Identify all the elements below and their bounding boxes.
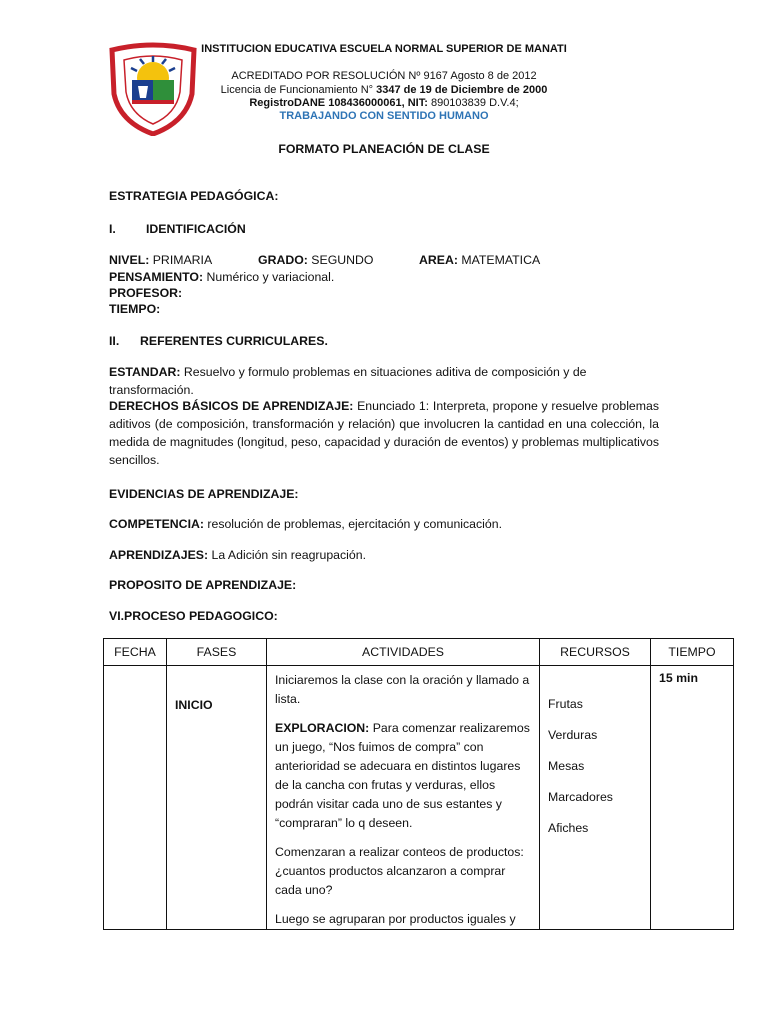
dba-block: DERECHOS BÁSICOS DE APRENDIZAJE: Enunciado 1: Interpreta, propone y resuelve problemas aditivos (de composición, transformación y relación) que involucren la cantidad en una colección, la medida de magnitudes (longitud, peso, capacidad y duración de eventos) y problemas multiplicativos sencillos. — [109, 399, 659, 467]
proposito-label: PROPOSITO DE APRENDIZAJE: — [109, 578, 297, 592]
accreditation-line: ACREDITADO POR RESOLUCIÓN Nº 9167 Agosto 8 de 2012 — [231, 70, 537, 82]
competencia-row: COMPETENCIA: resolución de problemas, ejercitación y comunicación. — [109, 517, 502, 531]
fase-label: INICIO — [175, 698, 213, 712]
header-fases: FASES — [167, 639, 267, 666]
tiempo-label: TIEMPO: — [109, 302, 161, 316]
license-line: Licencia de Funcionamiento N° 3347 de 19 de Diciembre de 2000 — [220, 84, 548, 96]
recurso-item: Mesas — [548, 759, 585, 773]
strategy-label: ESTRATEGIA PEDAGÓGICA: — [109, 189, 279, 203]
pensamiento-row: PENSAMIENTO: Numérico y variacional. — [109, 270, 335, 284]
tiempo-value: 15 min — [659, 671, 698, 685]
header-actividades: ACTIVIDADES — [267, 639, 540, 666]
motto: TRABAJANDO CON SENTIDO HUMANO — [279, 110, 489, 122]
dane-line: RegistroDANE 108436000061, NIT: 890103839 D.V.4; — [249, 97, 519, 109]
page-title: FORMATO PLANEACIÓN DE CLASE — [278, 142, 490, 156]
actividades-cell — [267, 666, 540, 930]
proceso-label: VI.PROCESO PEDAGOGICO: — [109, 609, 278, 623]
estandar-block: ESTANDAR: Resuelvo y formulo problemas en situaciones aditiva de composición y de transformación. — [109, 365, 587, 397]
header-tiempo: TIEMPO — [651, 639, 734, 666]
recurso-item: Verduras — [548, 728, 598, 742]
activity-paragraph: Luego se agruparan por productos iguales y — [275, 912, 516, 926]
section-identificacion: I. IDENTIFICACIÓN — [109, 222, 246, 236]
aprendizajes-row: APRENDIZAJES: La Adición sin reagrupación. — [109, 548, 366, 562]
planning-table — [103, 638, 734, 930]
tiempo-cell — [651, 666, 734, 930]
activity-paragraph: Comenzaran a realizar conteos de productos: ¿cuantos productos alcanzaron a comprar cada uno? — [275, 845, 524, 897]
profesor-label: PROFESOR: — [109, 286, 183, 300]
activity-paragraph: EXPLORACION: Para comenzar realizaremos un juego, “Nos fuimos de compra” con anterioridad se adecuara en distintos lugares de la cancha con frutas y verduras, ellos podrán visitar cada uno de sus estantes y “compraran” lo q deseen. — [275, 721, 530, 830]
recursos-cell — [540, 666, 651, 930]
activity-paragraph: Iniciaremos la clase con la oración y llamado a lista. — [275, 673, 530, 706]
fase-cell — [167, 666, 267, 930]
table-row — [104, 666, 734, 930]
evidencias-label: EVIDENCIAS DE APRENDIZAJE: — [109, 487, 299, 501]
ident-row: NIVEL: PRIMARIA GRADO: SEGUNDO AREA: MATEMATICA — [109, 253, 541, 267]
header-fecha: FECHA — [104, 639, 167, 666]
table-header-row — [104, 639, 734, 666]
fecha-cell — [104, 666, 167, 930]
institution-name: INSTITUCION EDUCATIVA ESCUELA NORMAL SUPERIOR DE MANATI — [201, 43, 567, 55]
recurso-item: Marcadores — [548, 790, 613, 804]
recurso-item: Frutas — [548, 697, 583, 711]
recurso-item: Afiches — [548, 821, 589, 835]
section-referentes: II. REFERENTES CURRICULARES. — [109, 334, 328, 348]
header-recursos: RECURSOS — [540, 639, 651, 666]
